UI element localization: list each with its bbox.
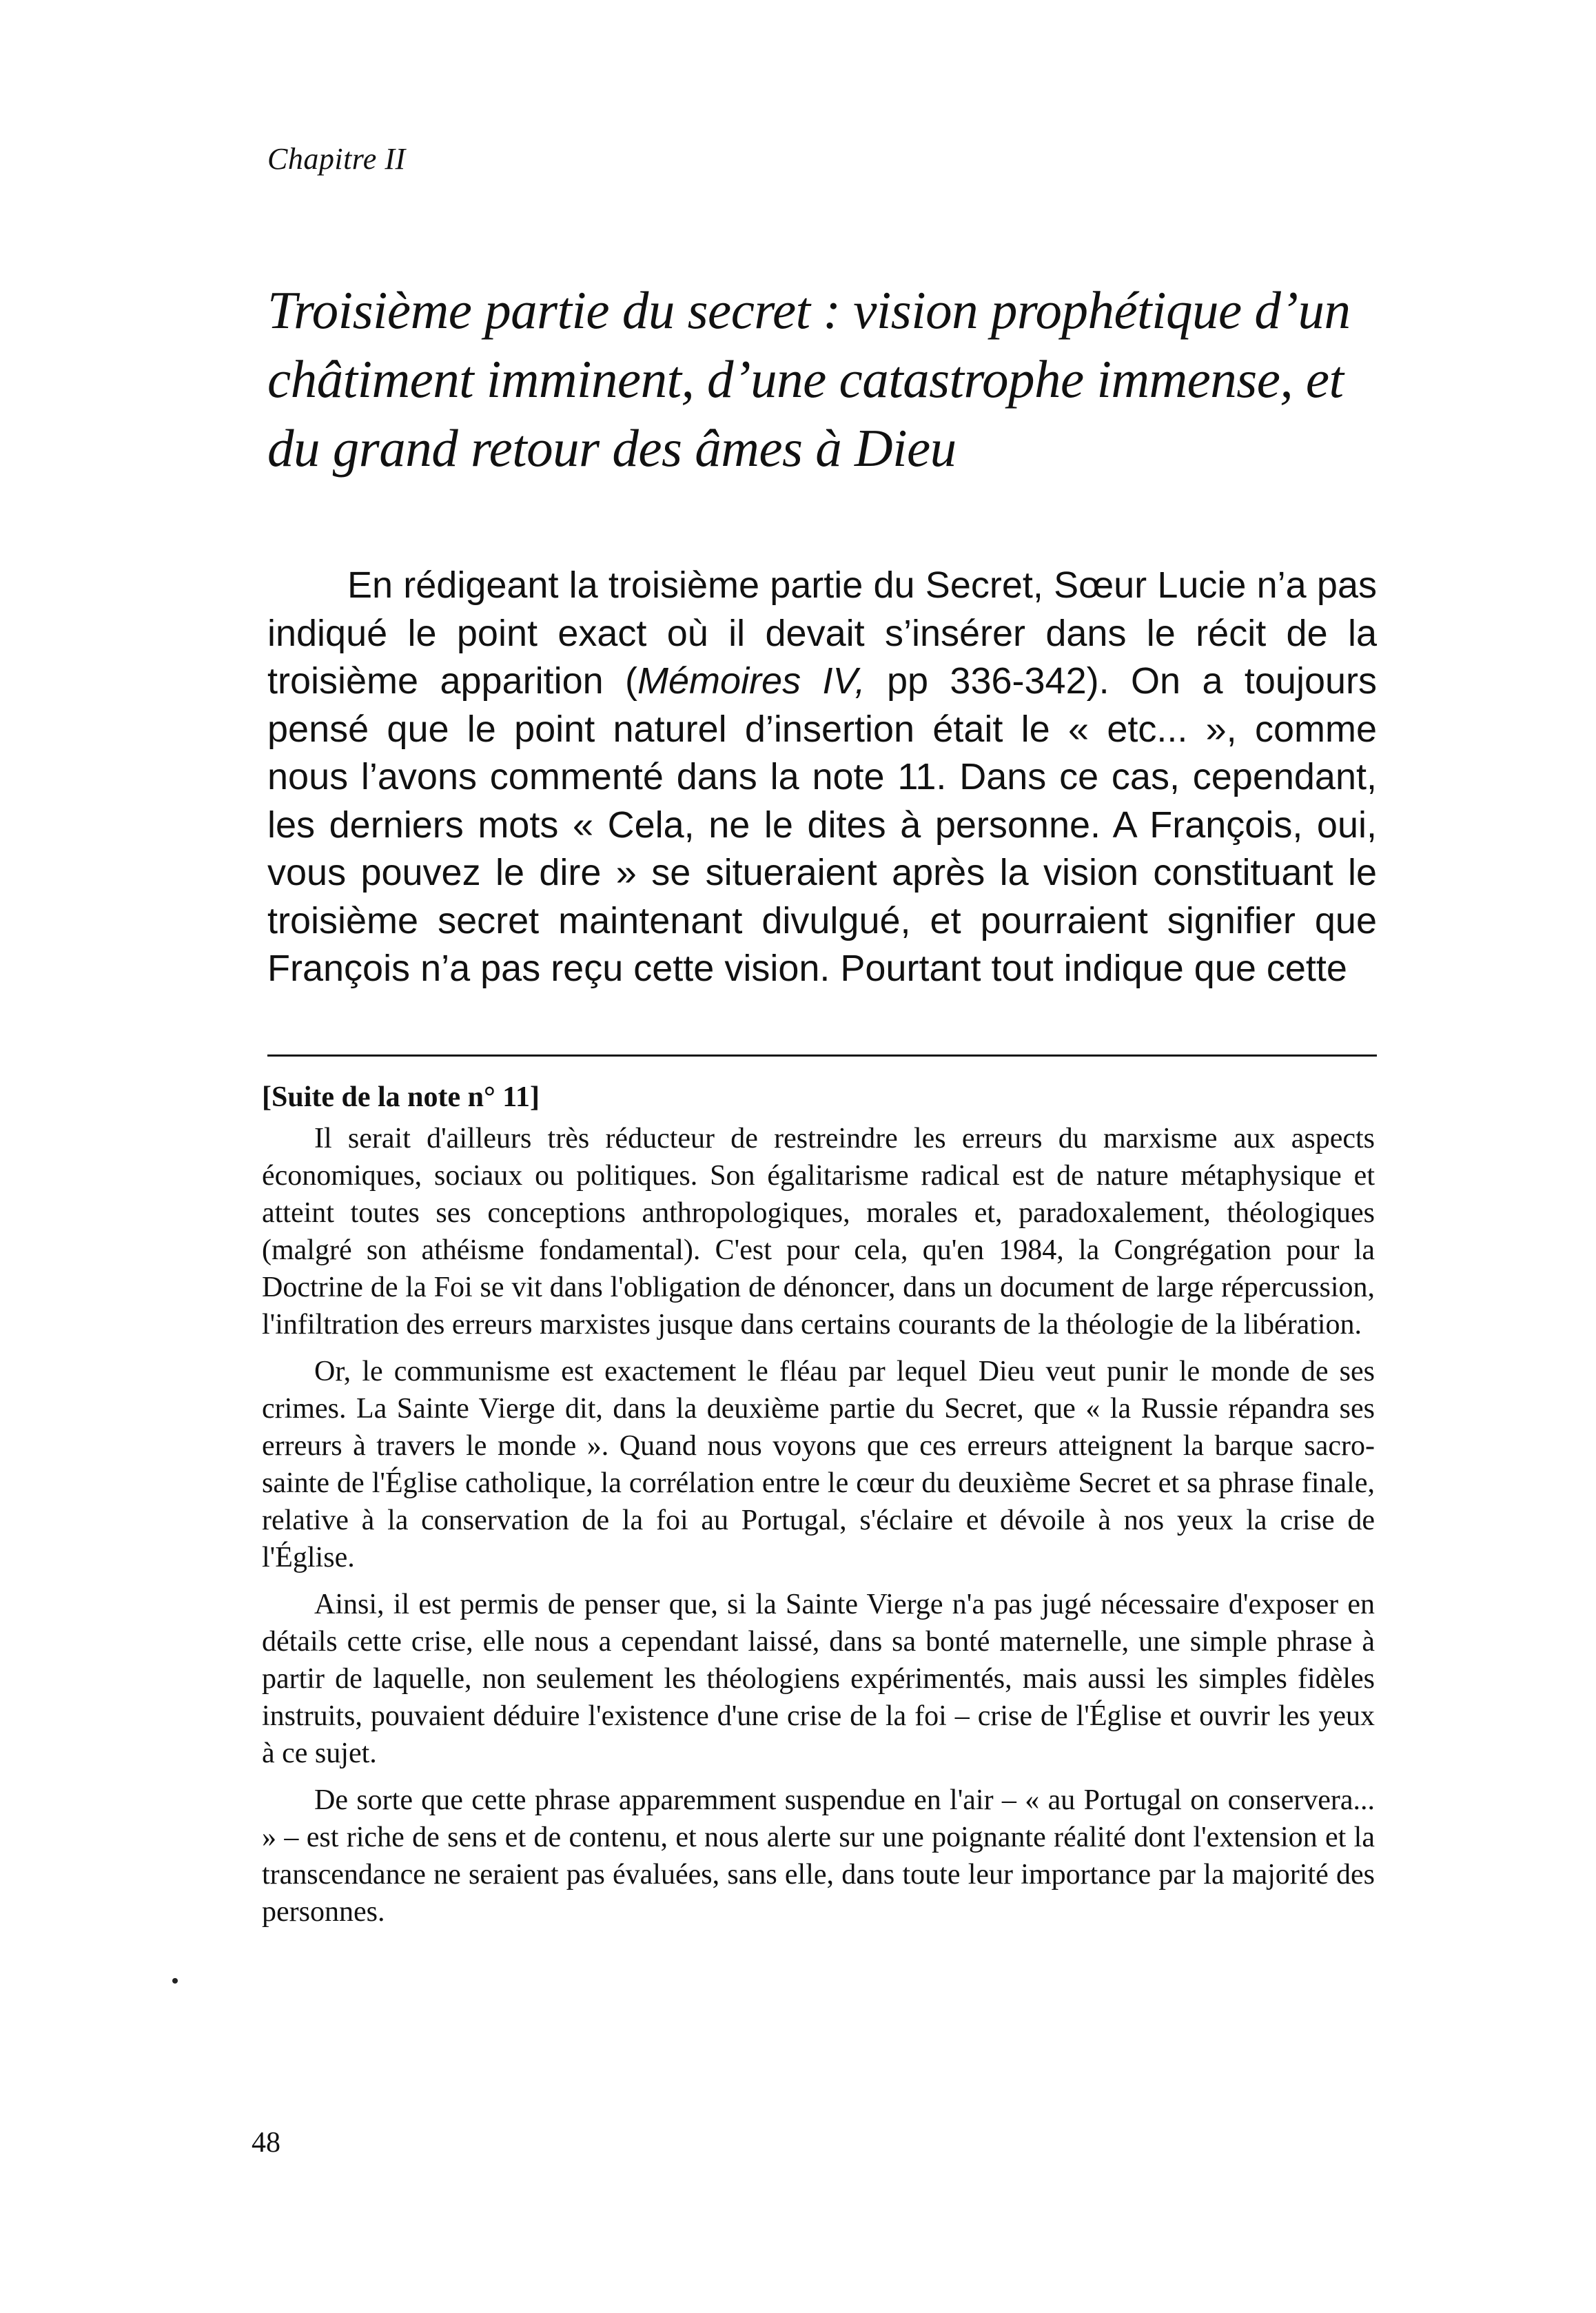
footnote-paragraph: Ainsi, il est permis de penser que, si la Sainte Vierge n'a pas jugé nécessaire d'exposer en détails cette crise, elle nous a cependant laissé, dans sa bonté maternelle, une simple phrase à partir de laquelle, non seulement les théologiens expérimentés, mais aussi les simples fidèles instruits, pouvaient déduire l'existence d'une crise de la foi – crise de l'Église et ouvrir les yeux à ce sujet. bbox=[262, 1589, 1375, 1769]
body-text-part-2: pp 336-342). On a toujours pensé que le point naturel d’insertion était le « etc... », comme nous l’avons commenté dans la note 11. Dans ce cas, cependant, les derniers mots « Cela, ne le dites à personne. A François, oui, vous pouvez le dire » se situeraient après la vision constituant le troisième secret maintenant divulgué, et pourraient signifier que François n’a pas reçu cette vision. Pourtant tout indique que cette bbox=[267, 660, 1378, 989]
footnote-paragraph: Il serait d'ailleurs très réducteur de restreindre les erreurs du marxisme aux aspects économiques, sociaux ou politiques. Son égalitarisme radical est de nature métaphysique et atteint toutes ses conceptions anthropologiques, morales et, paradoxalement, théologiques (malgré son athéisme fondamental). C'est pour cela, qu'en 1984, la Congrégation pour la Doctrine de la Foi se vit dans l'obligation de dénoncer, dans un document de large répercussion, l'infiltration des erreurs marxistes jusque dans certains courants de la théologie de la libération. bbox=[262, 1123, 1375, 1341]
footnote-label: [Suite de la note n° 11] bbox=[262, 1081, 540, 1113]
footnote-paragraph: Or, le communisme est exactement le fléau par lequel Dieu veut punir le monde de ses crimes. La Sainte Vierge dit, dans la deuxième partie du Secret, que « la Russie répandra ses erreurs à travers le monde ». Quand nous voyons que ces erreurs atteignent la barque sacro-sainte de l'Église catholique, la corrélation entre le cœur du deuxième Secret et sa phrase finale, relative à la conservation de la foi au Portugal, s'éclaire et dévoile à nos yeux la crise de l'Église. bbox=[262, 1356, 1375, 1573]
body-italic-reference: Mémoires IV, bbox=[637, 660, 866, 702]
body-text bbox=[267, 562, 1377, 993]
margin-dot bbox=[172, 1978, 178, 1984]
body-paragraph bbox=[267, 562, 1377, 993]
section-title: Troisième partie du secret : vision prophétique d’un châtiment imminent, d’une catastrophe immense, et du grand retour des âmes à Dieu bbox=[267, 281, 1351, 478]
page-number: 48 bbox=[252, 2127, 280, 2159]
footnote-paragraph: De sorte que cette phrase apparemment suspendue en l'air – « au Portugal on conservera... » – est riche de sens et de contenu, et nous alerte sur une poignante réalité dont l'extension et la transcendance ne seraient pas évaluées, sans elle, dans toute leur importance par la majorité des personnes. bbox=[262, 1784, 1375, 1928]
footnote bbox=[262, 1079, 1375, 1940]
footnote-separator bbox=[267, 1054, 1377, 1057]
running-head: Chapitre II bbox=[267, 142, 406, 176]
body-text-part-1: En rédigeant la troisième partie du Secret, Sœur Lucie n’a pas indiqué le point exact où il devait s’insérer dans le récit de la troisième apparition ( bbox=[267, 564, 1377, 702]
